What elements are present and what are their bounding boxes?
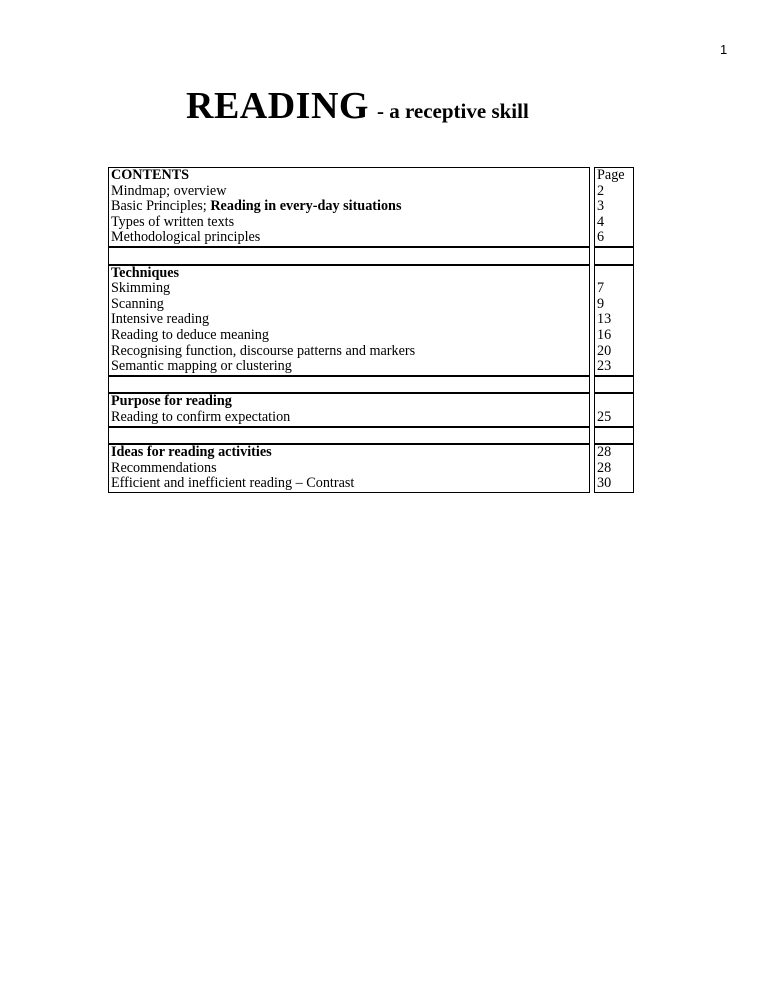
toc-item-page: 7 bbox=[597, 280, 605, 297]
toc-spacer-row bbox=[108, 427, 634, 445]
toc-topics-cell bbox=[108, 393, 590, 426]
toc-pages-cell bbox=[594, 167, 634, 247]
title-subtitle: - a receptive skill bbox=[376, 99, 529, 123]
toc-item-text: Intensive reading bbox=[111, 311, 210, 328]
toc-block-techniques bbox=[108, 265, 634, 376]
toc-item-page: 6 bbox=[597, 229, 605, 246]
toc-item-page: 25 bbox=[597, 408, 612, 425]
title-main: READING bbox=[186, 85, 369, 127]
toc-item-text: Types of written texts bbox=[111, 213, 235, 230]
toc-item-page: 4 bbox=[597, 213, 605, 230]
toc-section-heading: Ideas for reading activities bbox=[111, 444, 272, 461]
toc-topics-cell bbox=[108, 265, 590, 376]
toc-pages-cell bbox=[594, 393, 634, 426]
toc-header-contents: CONTENTS bbox=[111, 167, 190, 183]
page-number: 1 bbox=[720, 42, 728, 57]
toc-pages-cell bbox=[594, 444, 634, 493]
toc-item-text: Recommendations bbox=[111, 459, 217, 476]
toc-pages-cell bbox=[594, 265, 634, 376]
table-of-contents bbox=[108, 167, 638, 493]
toc-topics-cell bbox=[108, 167, 590, 247]
toc-item-text: Reading to deduce meaning bbox=[111, 326, 269, 343]
toc-item-page: 3 bbox=[597, 198, 605, 215]
toc-item-text-bold: Reading in every-day situations bbox=[210, 198, 402, 215]
toc-spacer-row bbox=[108, 247, 634, 265]
toc-item-page: 28 bbox=[597, 444, 612, 461]
toc-item-page: 2 bbox=[597, 182, 605, 199]
toc-item-page: 23 bbox=[597, 358, 612, 375]
toc-item-page: 13 bbox=[597, 311, 612, 328]
toc-item-page: 30 bbox=[597, 475, 612, 492]
toc-item-text bbox=[111, 199, 587, 215]
toc-item-page: 16 bbox=[597, 326, 612, 343]
toc-section-heading: Techniques bbox=[111, 264, 180, 281]
toc-block-purpose bbox=[108, 393, 634, 426]
toc-spacer-row bbox=[108, 376, 634, 394]
toc-block-ideas bbox=[108, 444, 634, 493]
toc-item-text: Efficient and inefficient reading – Contrast bbox=[111, 475, 355, 492]
toc-item-text: Scanning bbox=[111, 295, 164, 312]
page-title bbox=[186, 84, 529, 128]
toc-item-text-regular: Basic Principles; bbox=[111, 198, 211, 215]
toc-topics-cell bbox=[108, 444, 590, 493]
toc-item-text: Reading to confirm expectation bbox=[111, 408, 291, 425]
toc-section-heading: Purpose for reading bbox=[111, 393, 232, 410]
toc-item-page: 20 bbox=[597, 342, 612, 359]
toc-block-general bbox=[108, 167, 634, 247]
toc-item-text: Semantic mapping or clustering bbox=[111, 358, 292, 375]
toc-item-text: Recognising function, discourse patterns and markers bbox=[111, 342, 416, 359]
toc-item-page: 28 bbox=[597, 459, 612, 476]
toc-item-text: Skimming bbox=[111, 280, 171, 297]
toc-item-page: 9 bbox=[597, 295, 605, 312]
toc-item-text: Mindmap; overview bbox=[111, 182, 227, 199]
toc-header-page: Page bbox=[597, 167, 625, 183]
toc-item-text: Methodological principles bbox=[111, 229, 261, 246]
